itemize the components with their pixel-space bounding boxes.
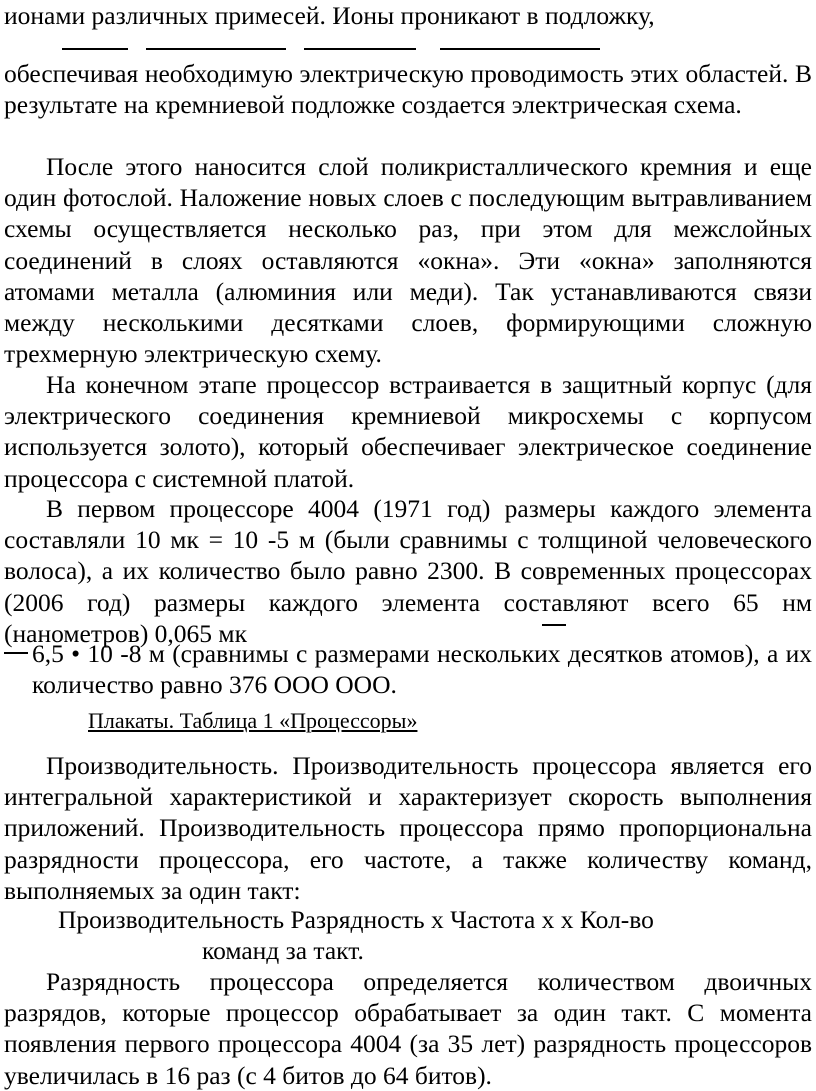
approx-mark bbox=[542, 624, 566, 626]
paragraph-continuation: ионами различных примесей. Ионы проникают в подложку, bbox=[4, 1, 655, 30]
scan-rule bbox=[304, 48, 416, 50]
formula-line: Производительность Разрядность х Частота х х Кол-во bbox=[58, 905, 654, 934]
scan-rule bbox=[62, 48, 128, 50]
formula-line-cont: команд за такт. bbox=[202, 936, 364, 965]
paragraph-performance: Производительность. Производительность процессора является его интегральной характеристикой и характеризует скорость выполнения приложений. Производительность процессора прямо пропорциональна разрядности процессора, его частоте, а также количеству команд, выполняемых за один такт: bbox=[4, 751, 812, 905]
approx-mark bbox=[4, 652, 28, 654]
paragraph-bit-width: Разрядность процессора определяется количеством двоичных разрядов, которые процессор обрабатывает за один такт. С момента появления первого процессора 4004 (за 35 лет) разрядность процессоров увеличилась в 16 раз (с 4 битов до 64 битов). bbox=[4, 967, 812, 1090]
scan-rule bbox=[440, 48, 600, 50]
paragraph-element-size: В первом процессоре 4004 (1971 год) размеры каждого элемента составляли 10 мк = 10 -5 м (были сравнимы с толщиной человеческого волоса), а их количество было равно 2300. В современных процессорах (2006 год) размеры каждого элемента составляют всего 65 нм (нанометров) 0,065 мк bbox=[4, 494, 812, 648]
scan-rule bbox=[146, 48, 286, 50]
paragraph-conductivity: обеспечивая необходимую электрическую проводимость этих областей. В результате на кремниевой подложке создается электрическая схема. bbox=[4, 59, 812, 120]
paragraph-packaging: На конечном этапе процессор встраивается в защитный корпус (для электрического соединения кремниевой микросхемы с корпусом используется золото), который обеспечиваег электрическое соединение процессора с системной платой. bbox=[4, 370, 812, 493]
poster-caption: Плакаты. Таблица 1 «Процессоры» bbox=[88, 708, 418, 733]
paragraph-element-size-cont: 6,5 • 10 -8 м (сравнимы с размерами нескольких десятков атомов), а их количество равно 376 ООО ООО. bbox=[32, 639, 812, 700]
paragraph-polysilicon: После этого наносится слой поликристаллического кремния и еще один фотослой. Наложение новых слоев с последующим вытравливанием схемы осуществляется несколько раз, при этом для межслойных соединений в слоях оставляются «окна». Эти «окна» заполняются атомами металла (алюминия или меди). Так устанавливаются связи между несколькими десятками слоев, формирующими сложную трехмерную электрическую схему. bbox=[4, 152, 812, 369]
